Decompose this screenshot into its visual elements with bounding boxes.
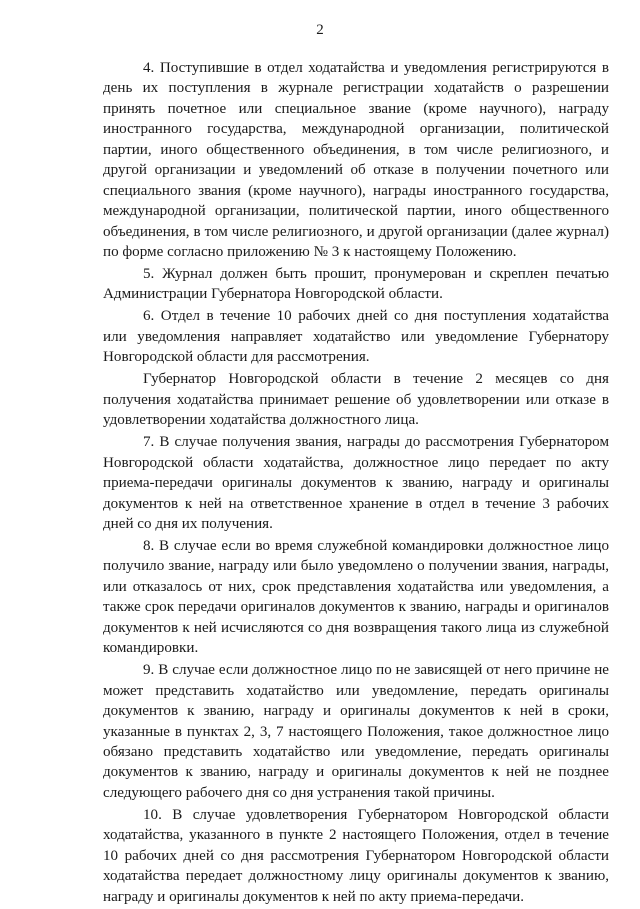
paragraph-5: 5. Журнал должен быть прошит, пронумерован и скреплен печатью Администрации Губернатора Новгородской области. [103,266,609,303]
paragraph-8: 8. В случае если во время служебной командировки должностное лицо получило звание, награду или было уведомлено о получении звания, награды, или отказалось от них, срок представления ходатайства или уведомления, а также срок передачи оригиналов документов к званию, награды и оригиналов документов к ней исчисляются со дня возвращения такого лица из служебной командировки. [103,537,609,657]
paragraph-6: 6. Отдел в течение 10 рабочих дней со дня поступления ходатайства или уведомления направляет ходатайство или уведомление Губернатору Новгородской области для рассмотрения. [103,308,609,366]
paragraph-6-continuation: Губернатор Новгородской области в течение 2 месяцев со дня получения ходатайства принимает решение об удовлетворении или отказе в удовлетворении ходатайства должностного лица. [103,371,609,429]
paragraph-7: 7. В случае получения звания, награды до рассмотрения Губернатором Новгородской области ходатайства, должностное лицо передает по акту приема-передачи оригиналы документов к званию, награду и оригиналы документов к ней на ответственное хранение в отдел в течение 3 рабочих дней со дня их получения. [103,434,609,532]
document-body [103,58,609,909]
paragraph-10: 10. В случае удовлетворения Губернатором Новгородской области ходатайства, указанного в пункте 2 настоящего Положения, отдел в течение 10 рабочих дней со дня рассмотрения Губернатором Новгородской области ходатайства передает должностному лицу оригиналы документов к званию, награду и оригиналы документов к ней по акту приема-передачи. [103,806,609,905]
paragraph-9: 9. В случае если должностное лицо по не зависящей от него причине не может представить ходатайство или уведомление, передать оригиналы документов к званию, награду и оригиналы документов к ней в сроки, указанные в пунктах 2, 3, 7 настоящего Положения, такое должностное лицо обязано представить ходатайство или уведомление, передать оригиналы документов к званию, награду и оригиналы документов к ней не позднее следующего рабочего дня со дня устранения такой причины. [103,662,609,801]
paragraph-4: 4. Поступившие в отдел ходатайства и уведомления регистрируются в день их поступления в журнале регистрации ходатайств о разрешении принять почетное или специальное звание (кроме научного), награду иностранного государства, международной организации, политической партии, иного общественного объединения, в том числе религиозного, и другой организации и уведомлений об отказе в получении почетного или специального звания (кроме научного), награды иностранного государства, международной организации, политической партии, иного общественного объединения, в том числе религиозного, и другой организации (далее журнал) по форме согласно приложению № 3 к настоящему Положению. [103,60,609,261]
page-number: 2 [316,22,324,38]
